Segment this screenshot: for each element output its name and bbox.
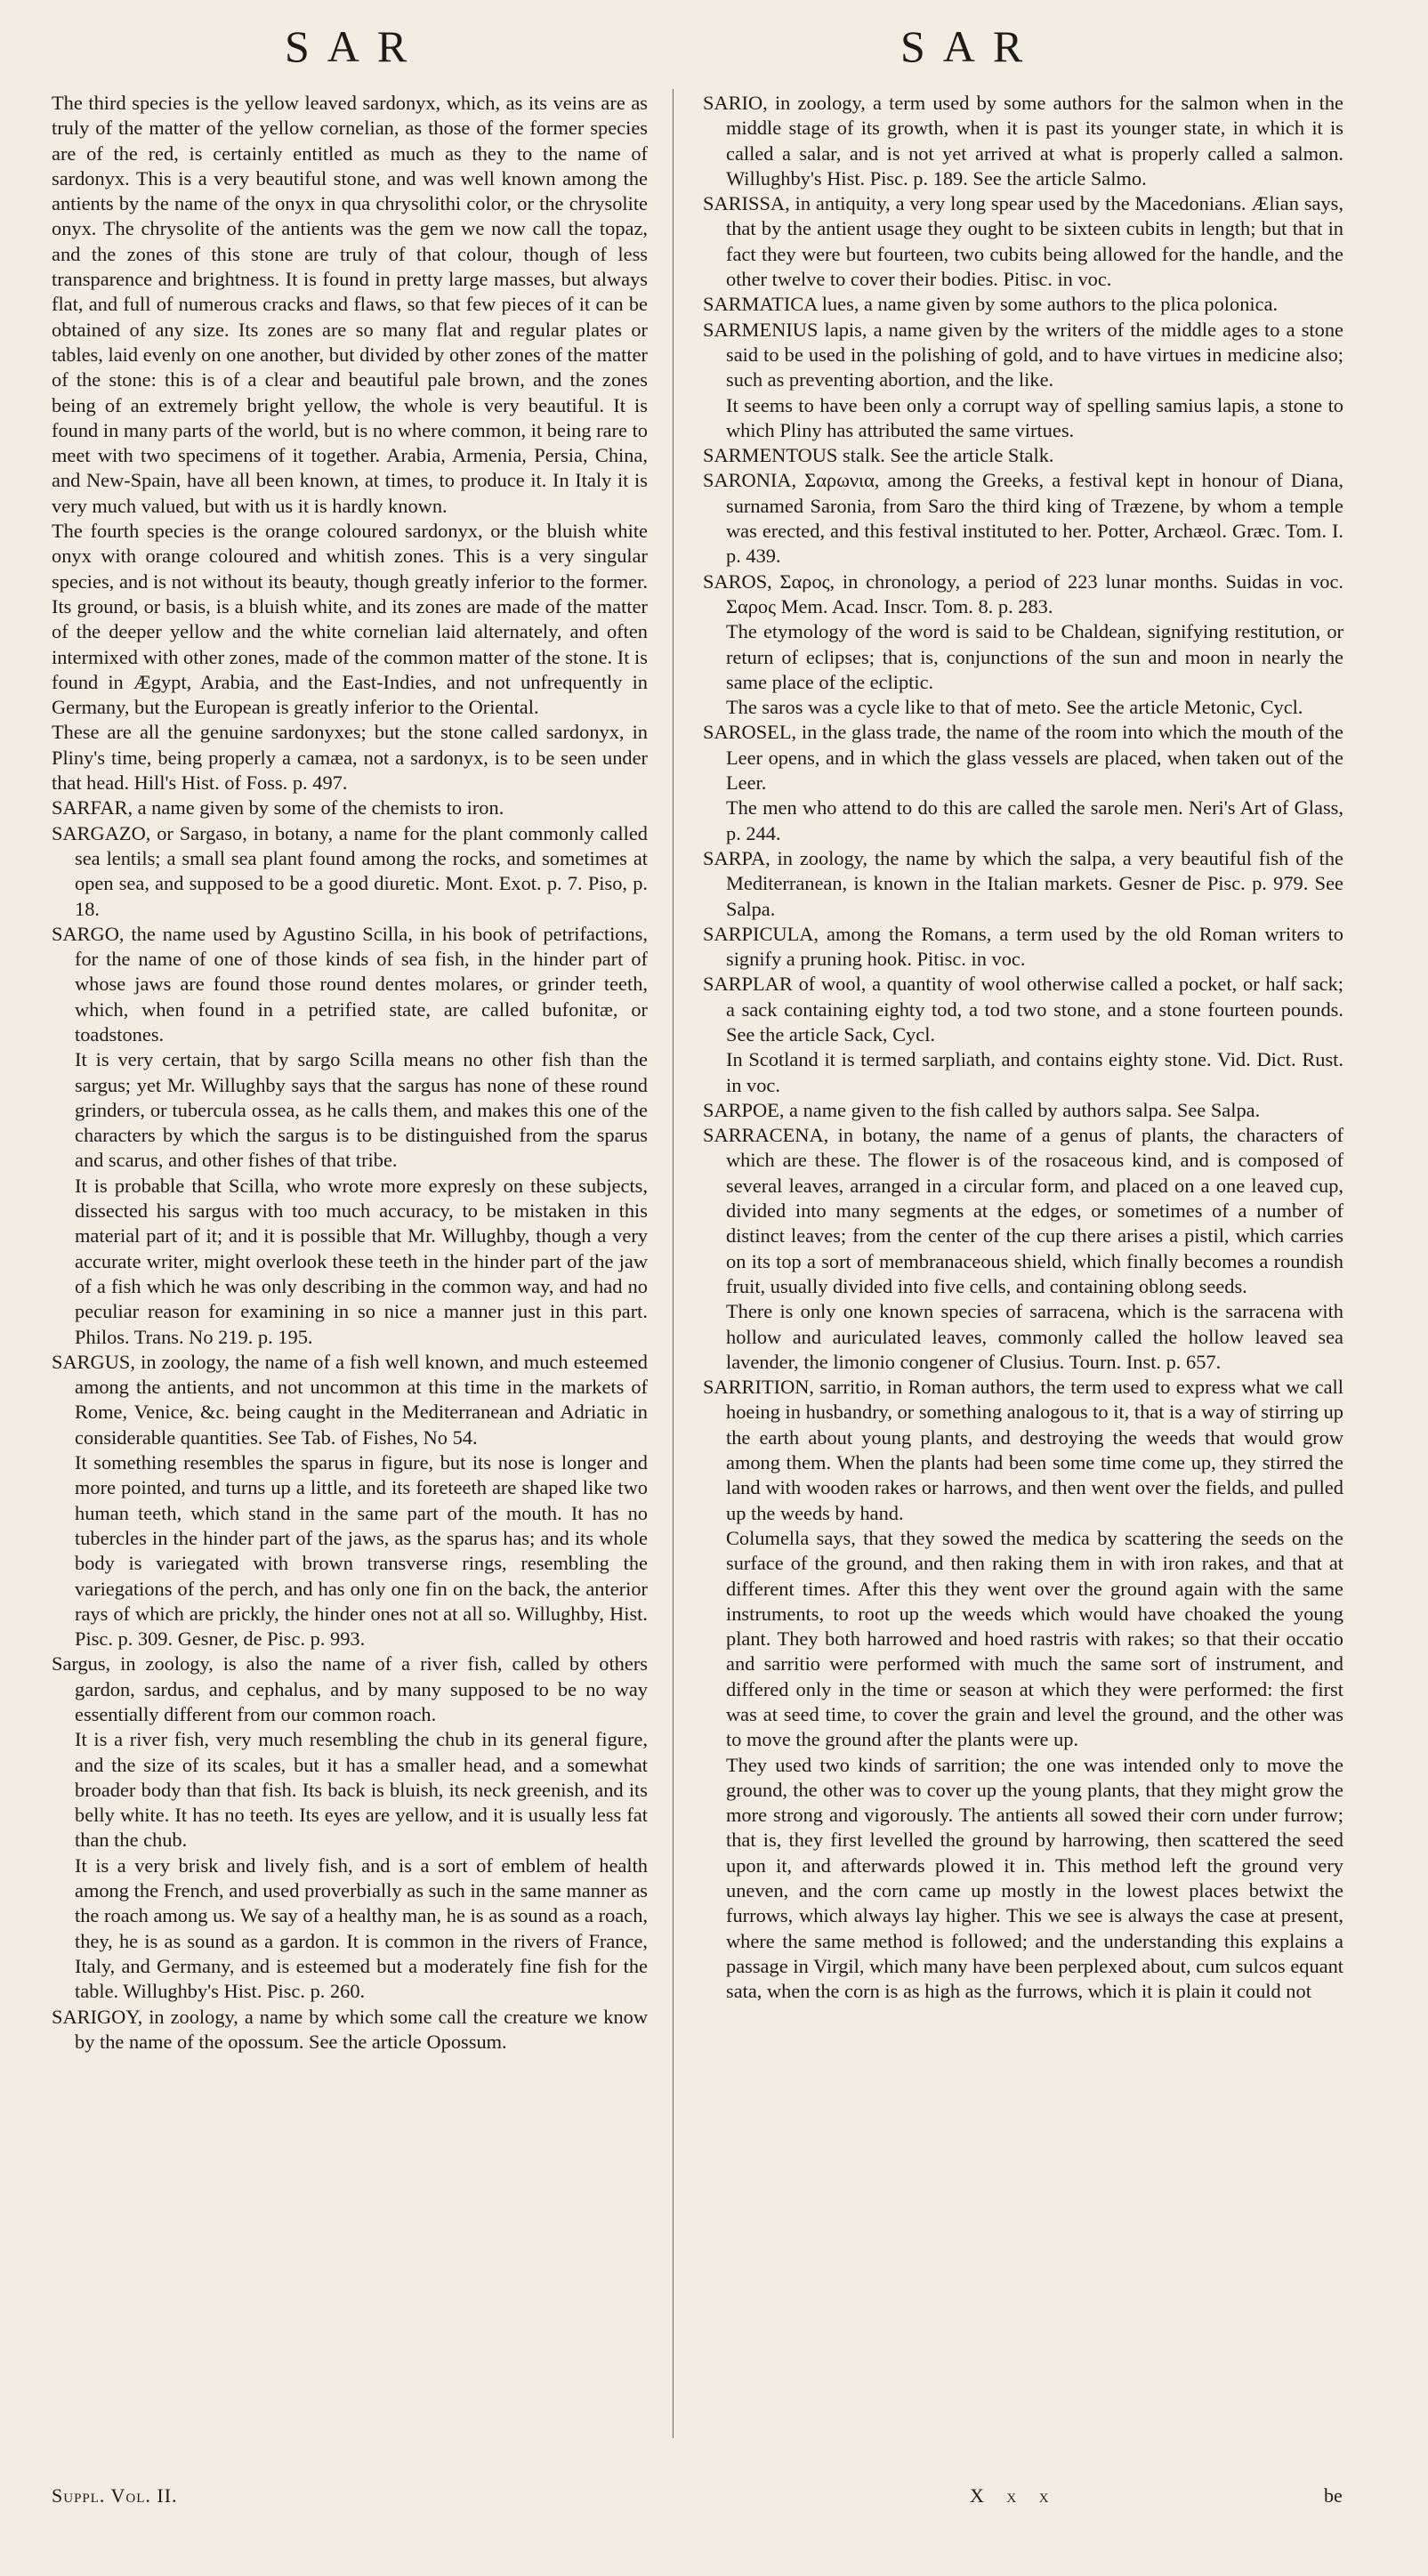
dictionary-entry: SARPOE, a name given to the fish called by authors salpa. See Salpa. xyxy=(703,1098,1261,1121)
dictionary-entry: SARGAZO, or Sargaso, in botany, a name for the plant commonly called sea lentils; a small sea plant found among the rocks, and sometimes at open sea, and supposed to be a good diuretic. Mont. Exot. p. 7. Piso, p. 18. xyxy=(52,821,648,920)
dictionary-entry: SARGO, the name used by Agustino Scilla, in his book of petrifactions, for the name of one of those kinds of sea fish, in the hinder part of whose jaws are found those round dentes molares, or grinder teeth, which, when found in a petrified state, are called bufonitæ, or toadstones. xyxy=(52,922,648,1046)
dictionary-entry: SARGUS, in zoology, the name of a fish well known, and much esteemed among the antients, and not uncommon at this time in the markets of Rome, Venice, &c. being caught in the Mediterranean and Adriatic in considerable quantities. See Tab. of Fishes, No 54. xyxy=(52,1350,648,1449)
entry-paragraph: The etymology of the word is said to be Chaldean, signifying restitution, or return of eclipses; that is, conjunctions of the sun and moon in nearly the same place of the ecliptic. xyxy=(726,620,1343,693)
dictionary-entry: SARPA, in zoology, the name by which the salpa, a very beautiful fish of the Mediterranean, is known in the Italian markets. Gesner de Pisc. p. 979. See Salpa. xyxy=(703,846,1343,920)
dictionary-entry: SARPICULA, among the Romans, a term used by the old Roman writers to signify a pruning hook. Pitisc. in voc. xyxy=(703,922,1343,971)
column-divider xyxy=(673,89,674,2438)
dictionary-entry: SARMATICA lues, a name given by some authors to the plica polonica. xyxy=(703,293,1279,316)
entry-paragraph: The saros was a cycle like to that of meto. See the article Metonic, Cycl. xyxy=(726,696,1303,719)
entry-paragraph: It is a river fish, very much resembling the chub in its general figure, and the size of its scales, but it has a smaller head, and a somewhat broader body than that fish. Its back is bluish, its neck greenish, and its belly white. It has no teeth. Its eyes are yellow, and it is usually less fat than the chub. xyxy=(75,1728,648,1852)
volume-label: Suppl. Vol. II. xyxy=(52,2484,178,2507)
signature-mark: X x x xyxy=(970,2484,1058,2507)
entry-paragraph: It is very certain, that by sargo Scilla means no other fish than the sargus; yet Mr. Willughby says that the sargus has none of these round grinders, or tubercula ossea, as he calls them, and makes this one of the characters by which the sargus is to be distinguished from the sparus and scarus, and other fishes of that tribe. xyxy=(75,1048,648,1172)
running-head-left: SAR xyxy=(285,21,425,71)
entry-paragraph: The fourth species is the orange coloured sardonyx, or the bluish white onyx with orange coloured and whitish zones. This is a very singular species, and is not without its beauty, though greatly inferior to the former. Its ground, or basis, is a bluish white, and its zones are made of the matter of the deeper yellow and the white cornelian laid alternately, and often intermixed with other zones, made of the common matter of the stone. It is found in Ægypt, Arabia, and the East-Indies, and not unfrequently in Germany, but the European is greatly inferior to the Oriental. xyxy=(52,520,648,719)
dictionary-entry: SARRACENA, in botany, the name of a genus of plants, the characters of which are these. The flower is of the rosaceous kind, and is composed of several leaves, arranged in a circular form, and placed on a one leaved cup, divided into many segments at the edges, or sometimes of a number of distinct leaves; from the center of the cup there arises a pistil, which carries on its top a sort of membranaceous shield, which finally becomes a roundish fruit, usually divided into five cells, and containing oblong seeds. xyxy=(703,1124,1343,1297)
dictionary-entry: SARIGOY, in zoology, a name by which some call the creature we know by the name of the opossum. See the article Opossum. xyxy=(52,2005,648,2053)
dictionary-entry: SARIO, in zoology, a term used by some authors for the salmon when in the middle stage of its growth, when it is past its younger state, in which it is called a salar, and is not yet arrived at what is properly called a salmon. Willughby's Hist. Pisc. p. 189. See the article Salmo. xyxy=(703,92,1343,190)
entry-paragraph: They used two kinds of sarrition; the one was intended only to move the ground, the other was to cover up the young plants, that they might grow the more strong and vigorously. The antients all sowed their corn under furrow; that is, they first levelled the ground by harrowing, then scattered the seed upon it, and afterwards plowed it in. This method left the ground very uneven, and the corn came up mostly in the lowest places betwixt the furrows, which always lay higher. This we see is always the case at present, where the same method is followed; and the understanding this explains a passage in Virgil, which many have been perplexed about, cum sulcos equant sata, when the corn is as high as the furrows, which it is plain it could not xyxy=(726,1753,1343,2003)
left-column xyxy=(52,91,648,2458)
right-column xyxy=(703,91,1343,2458)
dictionary-entry: SARISSA, in antiquity, a very long spear used by the Macedonians. Ælian says, that by the antient usage they ought to be sixteen cubits in length; but that in fact they were but fourteen, two cubits being allowed for the handle, and the other twelve to cover their bodies. Pitisc. in voc. xyxy=(703,192,1343,291)
dictionary-entry: SARMENTOUS stalk. See the article Stalk. xyxy=(703,444,1054,467)
entry-paragraph: In Scotland it is termed sarpliath, and contains eighty stone. Vid. Dict. Rust. in voc. xyxy=(726,1048,1343,1096)
entry-paragraph: There is only one known species of sarracena, which is the sarracena with hollow and auriculated leaves, commonly called the hollow leaved sea lavender, the limonio congener of Clusius. Tourn. Inst. p. 657. xyxy=(726,1300,1343,1373)
entry-paragraph: It is probable that Scilla, who wrote more expresly on these subjects, dissected his sargus with too much accuracy, to be mistaken in this material part of it; and it is possible that Mr. Willughby, though a very accurate writer, might overlook these teeth in the hinder part of the jaw of a fish which he was only describing in the common way, and had no peculiar reason for examining in so nice a manner just in this part. Philos. Trans. No 219. p. 195. xyxy=(75,1174,648,1348)
entry-paragraph: It is a very brisk and lively fish, and is a sort of emblem of health among the French, and used proverbially as such in the same manner as the roach among us. We say of a healthy man, he is as sound as a roach, they, he is as sound as a gardon. It is common in the rivers of France, Italy, and Germany, and is esteemed but a moderately fine fish for the table. Willughby's Hist. Pisc. p. 260. xyxy=(75,1853,648,2003)
dictionary-entry: SARMENIUS lapis, a name given by the writers of the middle ages to a stone said to be used in the polishing of gold, and to have virtues in medicine also; such as preventing abortion, and the like. xyxy=(703,318,1343,392)
entry-paragraph: The third species is the yellow leaved sardonyx, which, as its veins are as truly of the matter of the yellow cornelian, as those of the former species are of the red, is certainly entitled as much as they to the name of sardonyx. This is a very beautiful stone, and was well known among the antients by the name of the onyx in qua chrysolithi color, or the chrysolite onyx. The chrysolite of the antients was the gem we now call the topaz, and the zones of this stone are truly of that colour, though of less transparence and brightness. It is found in pretty large masses, but always flat, and full of numerous cracks and flaws, so that few pieces of it can be obtained of any size. Its zones are so many flat and regular plates or tables, laid evenly on one another, but divided by other zones of the matter of the stone: this is of a clear and beautiful pale brown, and the zones being of an extremely bright yellow, the whole is very beautiful. It is found in many parts of the world, but is no where common, it being rare to meet with two specimens of it together. Arabia, Armenia, Persia, China, and New-Spain, have all been known, at times, to produce it. In Italy it is very much valued, but with us it is hardly known. xyxy=(52,92,648,517)
entry-paragraph: The men who attend to do this are called the sarole men. Neri's Art of Glass, p. 244. xyxy=(726,796,1343,844)
dictionary-entry: SARRITION, sarritio, in Roman authors, the term used to express what we call hoeing in husbandry, or something analogous to it, that is a way of stirring up the earth about young plants, and destroying the weeds that would grow among them. When the plants had been some time come up, they stirred the land with wooden rakes or harrows, and then went over the fields, and pulled up the weeds by hand. xyxy=(703,1376,1343,1524)
catchword: be xyxy=(1324,2484,1343,2507)
dictionary-entry: SAROS, Σαρος, in chronology, a period of 223 lunar months. Suidas in voc. Σαρος Mem. Acad. Inscr. Tom. 8. p. 283. xyxy=(703,569,1343,618)
entry-paragraph: These are all the genuine sardonyxes; but the stone called sardonyx, in Pliny's time, being properly a camæa, not a sardonyx, is to be seen under that head. Hill's Hist. of Foss. p. 497. xyxy=(52,721,648,795)
dictionary-entry: SARFAR, a name given by some of the chemists to iron. xyxy=(52,796,504,820)
entry-paragraph: Columella says, that they sowed the medica by scattering the seeds on the surface of the ground, and then raking them in with iron rakes, and that at different times. After this they went over the ground again with the same instruments, to root up the weeds which would have choaked the young plant. They both harrowed and hoed rastris with rakes; so that their occatio and sarritio were performed with much the same sort of instrument, and differed only in the time or season at which they were performed: the first was at seed time, to cover the grain and level the ground, and the other was to move the ground after the plants were up. xyxy=(726,1526,1343,1751)
dictionary-entry: SARPLAR of wool, a quantity of wool otherwise called a pocket, or half sack; a sack containing eighty tod, a tod two stone, and a stone fourteen pounds. See the article Sack, Cycl. xyxy=(703,973,1343,1046)
running-head-right: SAR xyxy=(900,21,1041,71)
dictionary-entry: SAROSEL, in the glass trade, the name of the room into which the mouth of the Leer opens, and in which the glass vessels are placed, when taken out of the Leer. xyxy=(703,721,1343,795)
dictionary-entry: Sargus, in zoology, is also the name of a river fish, called by others gardon, sardus, and cephalus, and by many supposed to be no way essentially different from our common roach. xyxy=(52,1652,648,1725)
entry-paragraph: It seems to have been only a corrupt way of spelling samius lapis, a stone to which Pliny has attributed the same virtues. xyxy=(726,393,1343,441)
entry-paragraph: It something resembles the sparus in figure, but its nose is longer and more pointed, and turns up a little, and its foreteeth are shaped like two human teeth, which stand in the same part of the mouth. It has no tubercles in the hinder part of the jaws, as the sparus has; and its whole body is variegated with brown transverse rings, resembling the variegations of the perch, and has only one fin on the back, the anterior rays of which are prickly, the hinder ones not at all so. Willughby, Hist. Pisc. p. 309. Gesner, de Pisc. p. 993. xyxy=(75,1451,648,1651)
dictionary-entry: SARONIA, Σαρωνια, among the Greeks, a festival kept in honour of Diana, surnamed Saronia, from Saro the third king of Træzene, by whom a temple was erected, and this festival instituted to her. Potter, Archæol. Græc. Tom. I. p. 439. xyxy=(703,469,1343,568)
